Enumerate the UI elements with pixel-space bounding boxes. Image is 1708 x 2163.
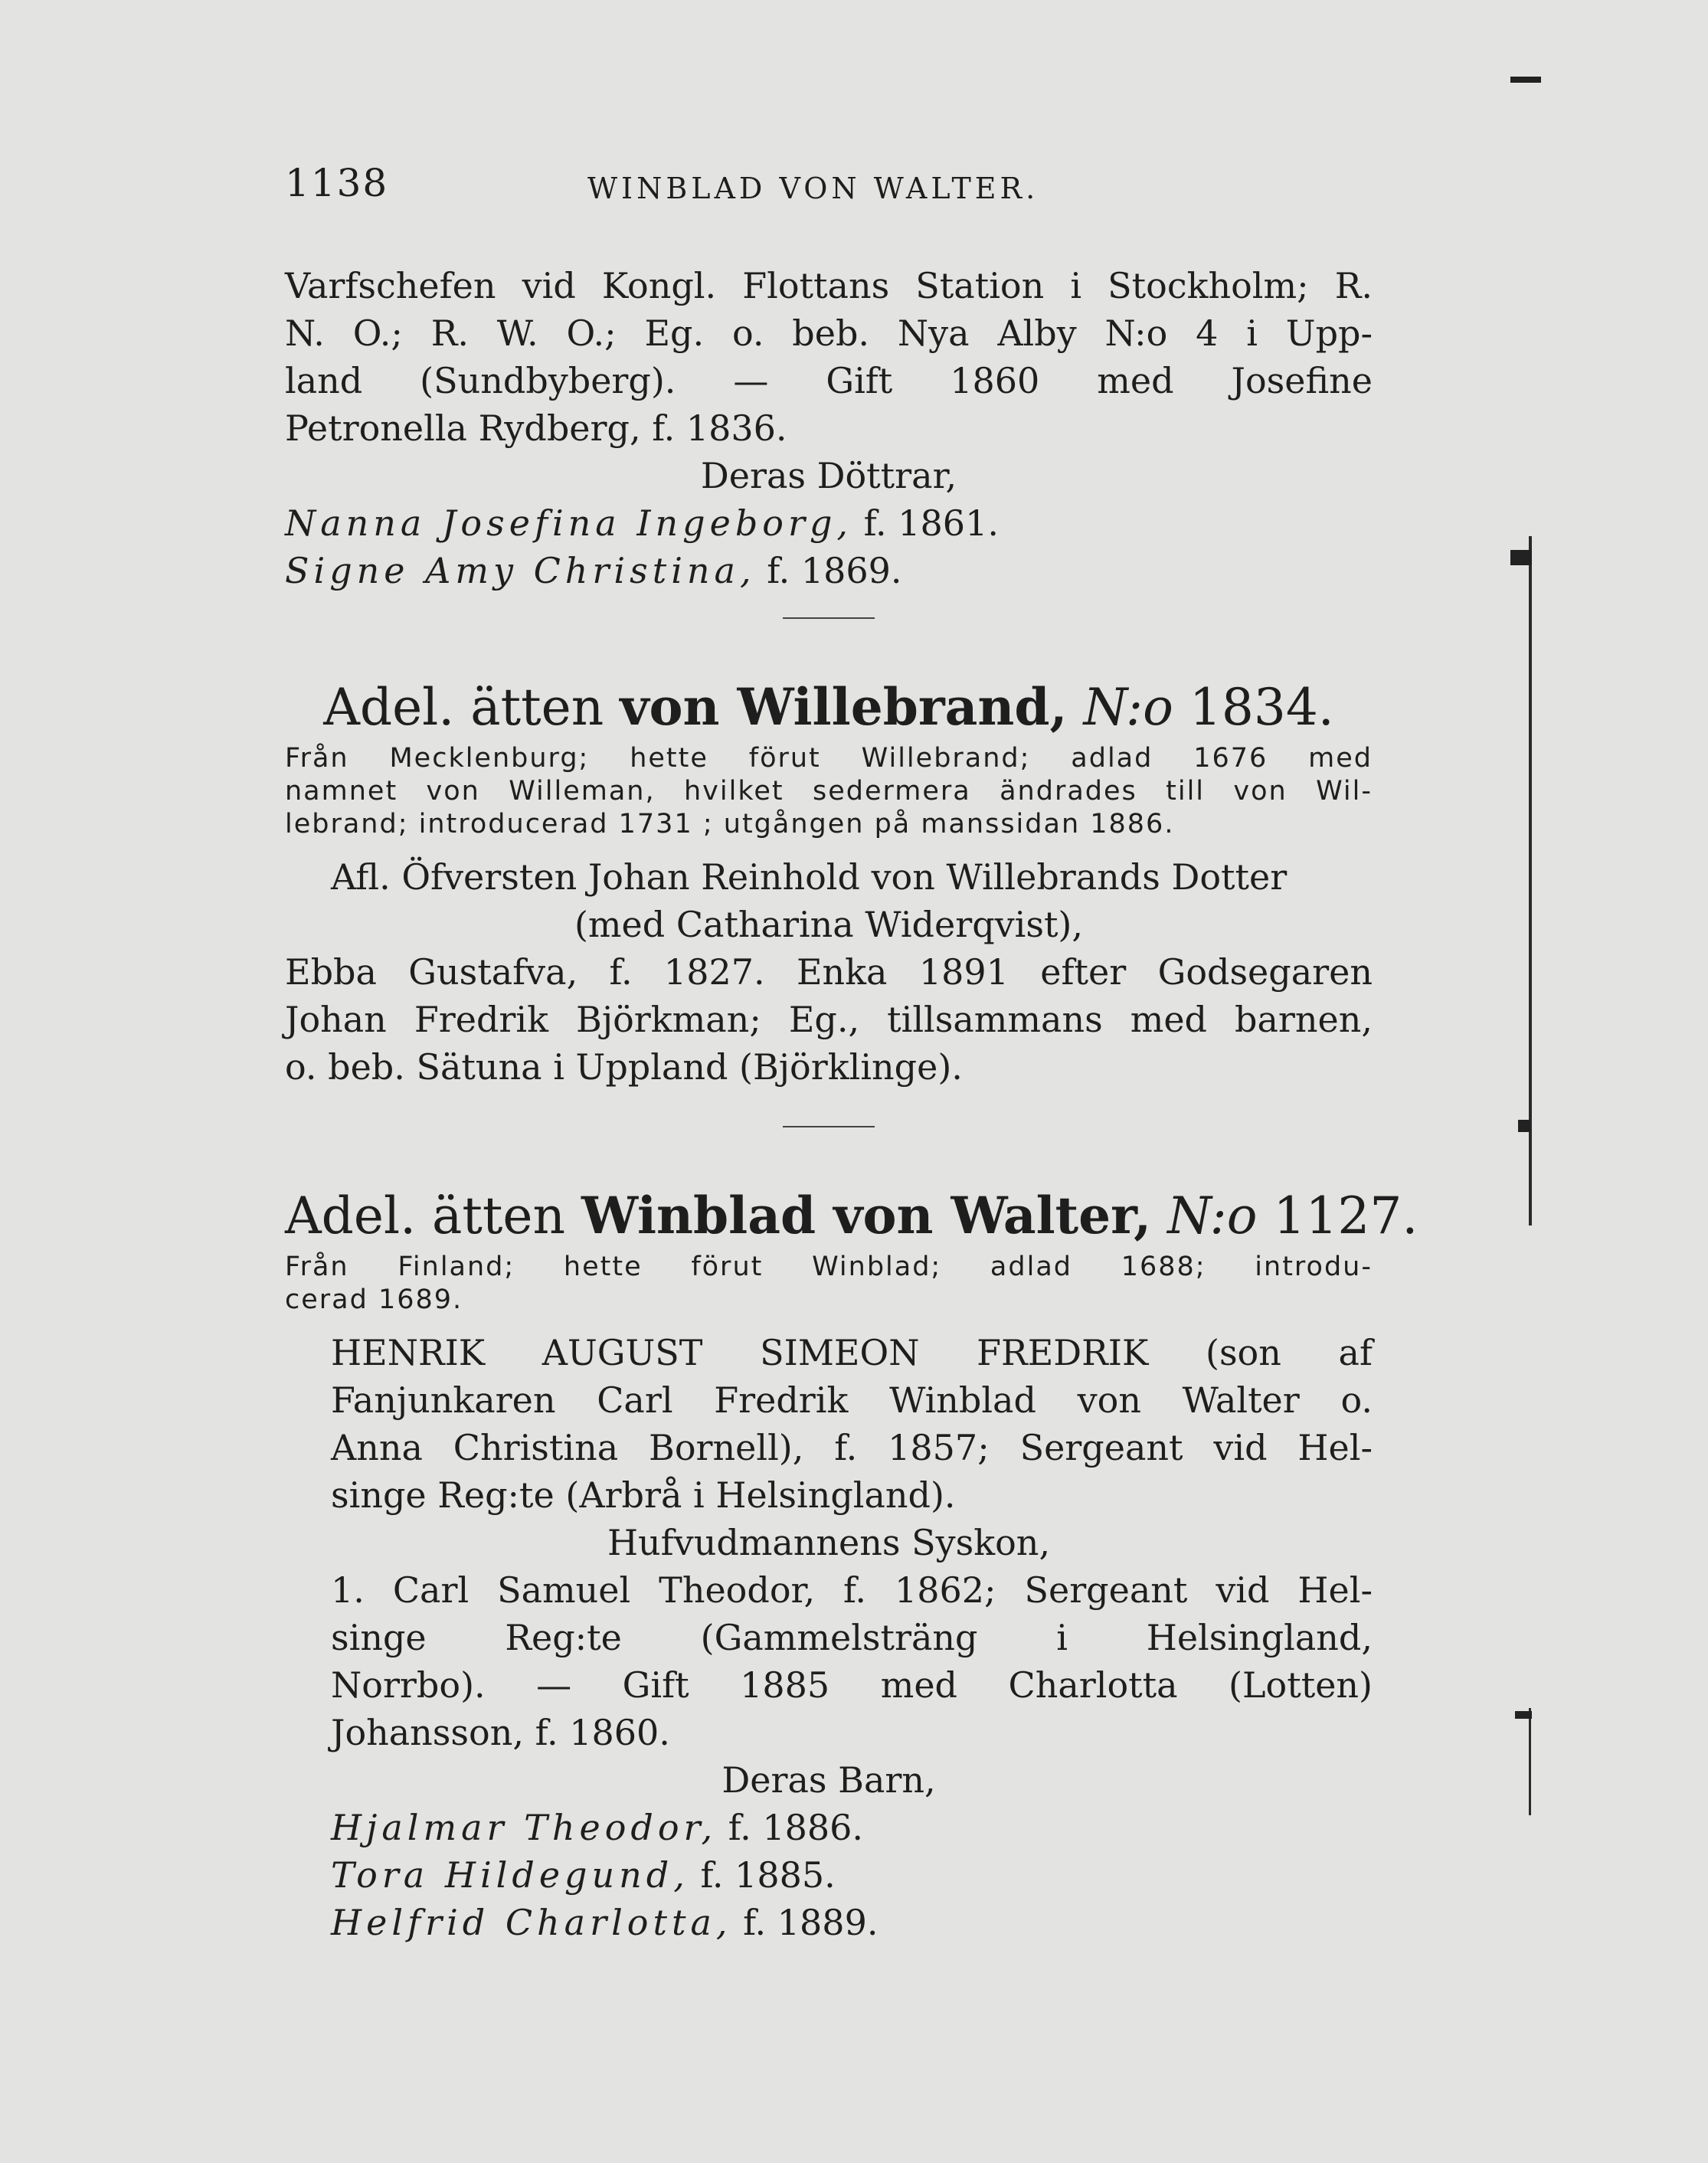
text-line: Varfschefen vid Kongl. Flottans Station i Stockholm; R. [285,265,1373,306]
child-name: Signe Amy Christina, [285,550,756,591]
family-number: 1834. [1189,678,1334,737]
edge-mark [1515,1711,1532,1719]
intro-line: cerad 1689. [285,1284,463,1315]
page-header [285,161,1373,214]
child-name: Tora Hildegund, [331,1854,689,1896]
family-section-winblad [285,1181,1418,1946]
number-label: N:o [1083,678,1173,737]
section-heading: Deras Döttrar, [700,455,957,496]
entry-continuation [285,262,1373,594]
text-line: Johan Fredrik Björkman; Eg., tillsammans med barnen, [285,999,1373,1040]
child-entry [285,547,1373,594]
page-number: 1138 [285,161,389,205]
child-name: Nanna Josefina Ingeborg, [285,502,853,544]
title-prefix: Adel. ätten [285,1186,565,1245]
child-name: Helfrid Charlotta, [331,1902,732,1943]
section-heading: Hufvudmannens Syskon, [607,1522,1051,1563]
child-entry [285,1899,1373,1946]
number-label: N:o [1167,1186,1258,1245]
head-of-family-line: HENRIK AUGUST SIMEON FREDRIK (son af [331,1332,1373,1373]
text-line: o. beb. Sätuna i Uppland (Björklinge). [285,1046,963,1088]
child-born: f. 1861. [863,502,999,544]
edge-mark [1510,550,1532,565]
running-head: WINBLAD VON WALTER. [587,172,1039,205]
text-line: Petronella Rydberg, f. 1836. [285,407,787,449]
text-line: Ebba Gustafva, f. 1827. Enka 1891 efter Godsegaren [285,951,1373,993]
intro-line: Från Mecklenburg; hette förut Willebrand; adlad 1676 med [285,743,1373,774]
section-divider [783,1126,875,1127]
text-line: N. O.; R. W. O.; Eg. o. beb. Nya Alby N:o 4 i Upp- [285,313,1373,354]
family-title [285,1181,1418,1251]
intro-line: lebrand; introducerad 1731 ; utgången på manssidan 1886. [285,809,1175,839]
text-column [285,161,1418,1946]
head-of-family-line: singe Reg:te (Arbrå i Helsingland). [331,1474,956,1516]
edge-mark [1510,77,1541,83]
title-prefix: Adel. ätten [323,678,604,737]
lineage-heading: (med Catharina Widerqvist), [574,904,1084,945]
section-divider [783,617,875,619]
child-entry [285,1851,1373,1899]
section-heading: Deras Barn, [721,1759,936,1801]
child-born: f. 1885. [700,1854,836,1896]
intro-line: namnet von Willeman, hvilket sedermera ändrades till von Wil- [285,776,1373,807]
text-line: land (Sundbyberg). — Gift 1860 med Josefine [285,360,1373,401]
child-entry [285,1804,1373,1851]
child-born: f. 1869. [767,550,902,591]
child-name: Hjalmar Theodor, [331,1807,718,1848]
sibling-line: singe Reg:te (Gammelsträng i Helsingland, [331,1617,1373,1658]
page-edge-line [1529,1708,1531,1815]
head-of-family-line: Fanjunkaren Carl Fredrik Winblad von Walter o. [331,1379,1373,1421]
sibling-line: Norrbo). — Gift 1885 med Charlotta (Lotten) [331,1664,1373,1706]
family-name: Winblad von Walter, [581,1186,1152,1245]
intro-line: Från Finland; hette förut Winblad; adlad 1688; introdu- [285,1252,1373,1282]
child-born: f. 1889. [743,1902,879,1943]
lineage-heading: Afl. Öfversten Johan Reinhold von Willebrands Dotter [331,856,1288,898]
family-number: 1127. [1273,1186,1418,1245]
family-title [285,672,1373,742]
family-section-willebrand [285,672,1373,1091]
child-entry [285,499,1373,547]
sibling-line: 1. Carl Samuel Theodor, f. 1862; Sergeant vid Hel- [331,1569,1373,1611]
family-name: von Willebrand, [620,677,1068,737]
edge-mark [1518,1120,1530,1132]
head-of-family-line: Anna Christina Bornell), f. 1857; Sergeant vid Hel- [331,1427,1373,1468]
child-born: f. 1886. [728,1807,864,1848]
sibling-line: Johansson, f. 1860. [331,1712,670,1753]
